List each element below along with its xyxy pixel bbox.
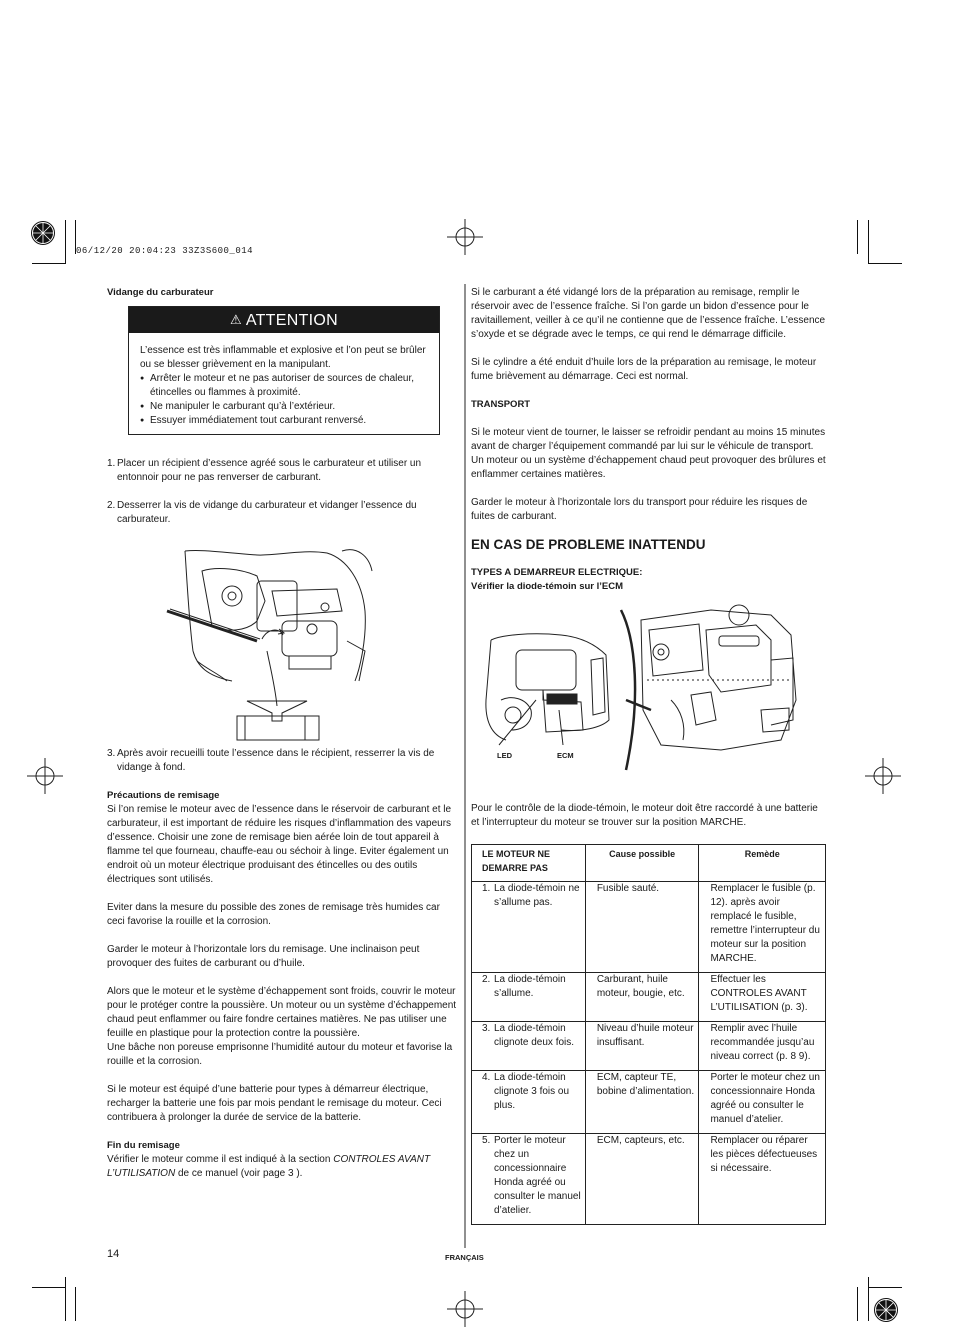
column-header: Remède	[699, 845, 826, 882]
ecm-engine-illustration	[471, 600, 826, 784]
transport-title: TRANSPORT	[471, 399, 531, 410]
storage-para: Si l’on remise le moteur avec de l’essence dans le réservoir de carburant et le carburateur, il est important de réduire les risques d’inflammation des vapeurs d’essence. Choisir une zone de remisage bien aérée loin de tout appareil à flamme tel que fourneau, chauffe-eau ou séchoir à linge. Eviter également un endroit où un moteur électrique produisant des étincelles ou des outils électriques sont utilisés.	[107, 804, 452, 885]
step-3: 3. Après avoir recueilli toute l’essence dans le récipient, resserrer la vis de vidange à fond.	[107, 748, 435, 773]
language-label: FRANÇAIS	[445, 1253, 484, 1262]
led-label: LED	[497, 751, 512, 760]
list-item: ● Ne manipuler le carburant qu’à l’extérieur.	[140, 400, 429, 414]
storage-para: Une bâche non poreuse emprisonne l’humidité autour du moteur et favorise la rouille et la corrosion.	[107, 1042, 453, 1067]
electric-starter-title: TYPES A DEMARREUR ELECTRIQUE:	[471, 567, 643, 578]
table-row: 2. La diode-témoin s’allume. Carburant, huile moteur, bougie, etc. Effectuer les CONTROLES AVANT L’UTILISATION (p. 3).	[472, 973, 826, 1022]
troubleshooting-table	[471, 844, 826, 1225]
table-header-row	[472, 845, 826, 882]
column-header: Cause possible	[585, 845, 699, 882]
attention-heading: ATTENTION	[245, 312, 339, 329]
end-storage-text: Vérifier le moteur comme il est indiqué à la section CONTROLES AVANT L’UTILISATION de ce manuel (voir page 3 ).	[107, 1154, 431, 1179]
transport-para: Si le moteur vient de tourner, le laisser se refroidir pendant au moins 15 minutes avant de charger l’équipement commandé par lui sur le véhicule de transport. Un moteur ou un système d’échappement chaud peut provoquer des brûlures et enflammer certaines matières.	[471, 427, 826, 480]
table-row: 1. La diode-témoin ne s’allume pas. Fusible sauté. Remplacer le fusible (p. 12). après avoir remplacé le fusible, remettre l’interrupteur du moteur sur la position MARCHE.	[472, 882, 826, 973]
table-row: 5. Porter le moteur chez un concessionnaire Honda agréé ou consulter le manuel d’atelier. ECM, capteurs, etc. Remplacer ou réparer les pièces défectueuses si nécessaire.	[472, 1134, 826, 1225]
ecm-label: ECM	[557, 751, 574, 760]
print-stamp: 06/12/20 20:04:23 33Z3S600_014	[76, 246, 254, 256]
list-item: ● Essuyer immédiatement tout carburant renversé.	[140, 414, 429, 428]
section-title: EN CAS DE PROBLEME INATTENDU	[471, 537, 706, 552]
storage-para: Eviter dans la mesure du possible des zones de remisage très humides car ceci favorise la rouille et la corrosion.	[107, 902, 440, 927]
attention-text: L’essence est très inflammable et explosive et l’on peut se brûler ou se blesser grièvement en la manipulant.	[140, 345, 426, 370]
left-column	[107, 286, 459, 1181]
attention-box	[128, 306, 440, 435]
transport-para: Garder le moteur à l’horizontale lors du transport pour réduire les risques de fuites de carburant.	[471, 497, 808, 522]
storage-para: Garder le moteur à l’horizontale lors du remisage. Une inclinaison peut provoquer des fuites de carburant ou d’huile.	[107, 944, 420, 969]
column-header: LE MOTEUR NE DEMARRE PAS	[472, 845, 586, 882]
table-row: 4. La diode-témoin clignote 3 fois ou plus. ECM, capteur TE, bobine d’alimentation. Porter le moteur chez un concessionnaire Honda agréé ou consulter le manuel d’atelier.	[472, 1071, 826, 1134]
storage-para: Si le moteur est équipé d’une batterie pour types à démarreur électrique, recharger la batterie une fois par mois pendant le remisage du moteur. Ceci contribuera à prolonger la durée de service de la batterie.	[107, 1084, 442, 1123]
attention-bullets	[140, 372, 429, 428]
table-row: 3. La diode-témoin clignote deux fois. Niveau d’huile moteur insuffisant. Remplir avec l’huile recommandée jusqu’au niveau correct (p. 8 9).	[472, 1022, 826, 1071]
end-storage-title: Fin du remisage	[107, 1140, 180, 1151]
storage-para: Alors que le moteur et le système d’échappement sont froids, couvrir le moteur pour le protéger contre la poussière. Un moteur ou un système d’échappement chaud peut enflammer ou faire fondre certaines matières. Ne pas utiliser une feuille en plastique pour la protection contre la poussière.	[107, 986, 457, 1039]
controls-reference: CONTROLES AVANT L’UTILISATION	[107, 1154, 431, 1179]
step-2: 2. Desserrer la vis de vidange du carburateur et vidanger l’essence du carburateur.	[107, 500, 417, 525]
attention-header	[129, 307, 439, 333]
led-check-subtitle: Vérifier la diode-témoin sur l’ECM	[471, 581, 624, 592]
carburetor-drain-illustration	[107, 541, 459, 741]
step-1: 1. Placer un récipient d’essence agréé sous le carburateur et utiliser un entonnoir pour ne pas renverser de carburant.	[107, 458, 422, 483]
cylinder-oil-para: Si le cylindre a été enduit d’huile lors de la préparation au remisage, le moteur fume brièvement au démarrage. Ceci est normal.	[471, 357, 817, 382]
ecm-check-para: Pour le contrôle de la diode-témoin, le moteur doit être raccordé à une batterie et l’interrupteur du moteur se trouver sur la position MARCHE.	[471, 803, 818, 828]
page-number: 14	[107, 1248, 120, 1260]
storage-precautions-title: Précautions de remisage	[107, 790, 220, 801]
refuel-para: Si le carburant a été vidangé lors de la préparation au remisage, remplir le réservoir avec de l’essence fraîche. Si l’on garde un bidon d’essence pour le ravitaillement, veiller à ce qu’il ne contienne que de l’essence fraîche. L’essence s’oxyde et se dégrade avec le temps, ce qui rend le démarrage difficile.	[471, 287, 826, 340]
warning-triangle-icon: ⚠	[229, 312, 242, 327]
carburetor-drain-title: Vidange du carburateur	[107, 287, 214, 298]
right-column	[471, 286, 826, 1225]
list-item: ● Arrêter le moteur et ne pas autoriser de sources de chaleur, étincelles ou flammes à proximité.	[140, 372, 429, 400]
